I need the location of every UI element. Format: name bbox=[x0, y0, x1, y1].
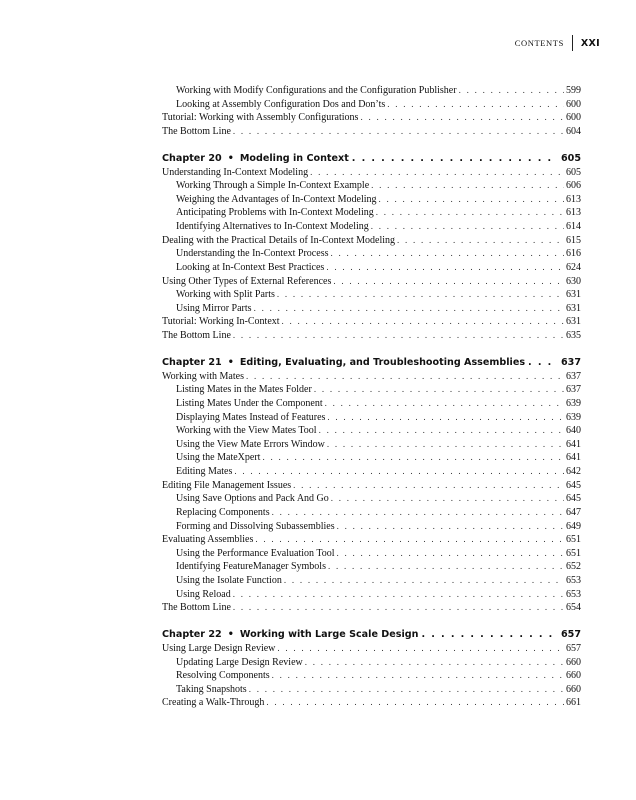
entry-page-number: 641 bbox=[566, 452, 581, 464]
dot-leader bbox=[379, 193, 564, 206]
toc-section-entry[interactable] bbox=[162, 234, 581, 248]
chapter-label: Chapter 20 bbox=[162, 153, 222, 165]
chapter-title: Editing, Evaluating, and Troubleshooting Assemblies bbox=[239, 357, 526, 369]
toc-subsection-entry[interactable] bbox=[162, 411, 581, 425]
toc-subsection-entry[interactable] bbox=[162, 465, 581, 479]
entry-title: Displaying Mates Instead of Features bbox=[176, 411, 326, 423]
toc-subsection-entry[interactable] bbox=[162, 179, 581, 193]
entry-title: Identifying Alternatives to In-Context Modeling bbox=[176, 221, 369, 233]
toc-section-entry[interactable] bbox=[162, 275, 581, 289]
entry-title: Editing File Management Issues bbox=[162, 479, 292, 491]
entry-page-number: 647 bbox=[566, 506, 581, 518]
entry-title: Editing Mates bbox=[176, 466, 233, 478]
toc-subsection-entry[interactable] bbox=[162, 288, 581, 302]
entry-page-number: 639 bbox=[566, 411, 581, 423]
toc-subsection-entry[interactable] bbox=[162, 383, 581, 397]
entry-title: Using the View Mate Errors Window bbox=[176, 438, 325, 450]
entry-title: Anticipating Problems with In-Context Modeling bbox=[176, 207, 374, 219]
entry-page-number: 605 bbox=[566, 166, 581, 178]
running-head-divider bbox=[572, 35, 573, 51]
dot-leader bbox=[421, 628, 558, 641]
entry-page-number: 614 bbox=[566, 221, 581, 233]
entry-page-number: 613 bbox=[566, 207, 581, 219]
toc-subsection-entry[interactable] bbox=[162, 506, 581, 520]
entry-title: Creating a Walk-Through bbox=[162, 697, 265, 709]
entry-page-number: 654 bbox=[566, 602, 581, 614]
dot-leader bbox=[325, 397, 564, 410]
toc-chapter-heading[interactable] bbox=[162, 628, 581, 642]
dot-leader bbox=[314, 383, 564, 396]
entry-page-number: 660 bbox=[566, 670, 581, 682]
toc-chapter-heading[interactable] bbox=[162, 152, 581, 166]
dot-leader bbox=[272, 506, 564, 519]
entry-title: Listing Mates in the Mates Folder bbox=[176, 384, 312, 396]
toc-subsection-entry[interactable] bbox=[162, 438, 581, 452]
chapter-label: Chapter 21 bbox=[162, 357, 222, 369]
entry-title: Working with Modify Configurations and the Configuration Publisher bbox=[176, 85, 457, 96]
dot-leader bbox=[328, 560, 564, 573]
toc-subsection-entry[interactable] bbox=[162, 261, 581, 275]
entry-title: Tutorial: Working In-Context bbox=[162, 316, 280, 328]
dot-leader bbox=[319, 424, 564, 437]
entry-page-number: 630 bbox=[566, 275, 581, 287]
toc-section-entry[interactable] bbox=[162, 479, 581, 493]
entry-page-number: 600 bbox=[566, 112, 581, 124]
dot-leader bbox=[371, 220, 564, 233]
dot-leader bbox=[284, 574, 564, 587]
running-head bbox=[515, 36, 600, 50]
dot-leader bbox=[282, 315, 564, 328]
entry-page-number: 641 bbox=[566, 438, 581, 450]
dot-leader bbox=[376, 206, 564, 219]
entry-title: Working with Split Parts bbox=[176, 289, 275, 301]
chapter-page-number: 637 bbox=[560, 357, 581, 369]
dot-leader bbox=[262, 451, 564, 464]
entry-title: Using Mirror Parts bbox=[176, 302, 252, 314]
chapter-page-number: 657 bbox=[560, 629, 581, 641]
entry-page-number: 651 bbox=[566, 534, 581, 546]
toc-subsection-entry[interactable] bbox=[162, 193, 581, 207]
dot-leader bbox=[326, 261, 564, 274]
entry-title: Using Reload bbox=[176, 588, 231, 600]
toc-section-entry[interactable] bbox=[162, 533, 581, 547]
dot-leader bbox=[293, 479, 564, 492]
entry-page-number: 613 bbox=[566, 193, 581, 205]
toc-subsection-entry[interactable] bbox=[162, 397, 581, 411]
entry-title: Dealing with the Practical Details of In-Context Modeling bbox=[162, 234, 395, 246]
entry-page-number: 661 bbox=[566, 697, 581, 709]
entry-title: Using the Performance Evaluation Tool bbox=[176, 547, 335, 559]
entry-page-number: 631 bbox=[566, 302, 581, 314]
toc-subsection-entry[interactable] bbox=[162, 683, 581, 697]
entry-page-number: 635 bbox=[566, 329, 581, 341]
dot-leader bbox=[255, 533, 564, 546]
entry-title: Tutorial: Working with Assembly Configurations bbox=[162, 112, 359, 124]
dot-leader bbox=[272, 669, 564, 682]
entry-page-number: 637 bbox=[566, 370, 581, 382]
chapter-title: Working with Large Scale Design bbox=[239, 629, 419, 641]
toc-section-entry[interactable] bbox=[162, 315, 581, 329]
dot-leader bbox=[277, 642, 564, 655]
toc-section-entry[interactable] bbox=[162, 642, 581, 656]
chapter-title: Modeling in Context bbox=[239, 153, 349, 165]
entry-title: Resolving Components bbox=[176, 670, 270, 682]
entry-page-number: 649 bbox=[566, 520, 581, 532]
entry-page-number: 645 bbox=[566, 493, 581, 505]
bullet-separator: • bbox=[227, 153, 234, 165]
dot-leader bbox=[327, 438, 564, 451]
chapter-label: Chapter 22 bbox=[162, 629, 222, 641]
entry-page-number: 653 bbox=[566, 574, 581, 586]
entry-page-number: 660 bbox=[566, 656, 581, 668]
section-spacer bbox=[162, 615, 581, 629]
toc-subsection-entry[interactable] bbox=[162, 98, 581, 112]
page-number: XXI bbox=[580, 37, 600, 49]
dot-leader bbox=[387, 98, 564, 111]
entry-page-number: 652 bbox=[566, 561, 581, 573]
toc-subsection-entry[interactable] bbox=[162, 220, 581, 234]
entry-title: Looking at Assembly Configuration Dos and Don’ts bbox=[176, 98, 386, 110]
entry-title: Using Save Options and Pack And Go bbox=[176, 493, 329, 505]
dot-leader bbox=[310, 166, 564, 179]
entry-title: Updating Large Design Review bbox=[176, 656, 303, 668]
toc-section-entry[interactable] bbox=[162, 601, 581, 615]
entry-page-number: 631 bbox=[566, 289, 581, 301]
entry-page-number: 637 bbox=[566, 384, 581, 396]
dot-leader bbox=[337, 520, 564, 533]
entry-title: The Bottom Line bbox=[162, 125, 231, 137]
chapter-page-number: 605 bbox=[560, 153, 581, 165]
toc-subsection-entry[interactable] bbox=[162, 574, 581, 588]
dot-leader bbox=[254, 302, 564, 315]
entry-page-number: 642 bbox=[566, 466, 581, 478]
dot-leader bbox=[371, 179, 564, 192]
dot-leader bbox=[352, 152, 558, 165]
section-spacer bbox=[162, 138, 581, 152]
entry-page-number: 624 bbox=[566, 261, 581, 273]
entry-page-number: 639 bbox=[566, 398, 581, 410]
toc-section-entry[interactable] bbox=[162, 329, 581, 343]
dot-leader bbox=[233, 329, 564, 342]
dot-leader bbox=[333, 275, 564, 288]
entry-page-number: 651 bbox=[566, 547, 581, 559]
toc-subsection-entry[interactable] bbox=[162, 84, 581, 98]
entry-page-number: 615 bbox=[566, 234, 581, 246]
toc-subsection-entry[interactable] bbox=[162, 206, 581, 220]
toc-chapter-heading[interactable] bbox=[162, 356, 581, 370]
toc-subsection-entry[interactable] bbox=[162, 451, 581, 465]
entry-title: Using the MateXpert bbox=[176, 452, 261, 464]
section-spacer bbox=[162, 343, 581, 357]
entry-title: Weighing the Advantages of In-Context Modeling bbox=[176, 193, 377, 205]
entry-title: Working with Mates bbox=[162, 370, 244, 382]
toc-section-entry[interactable] bbox=[162, 370, 581, 384]
dot-leader bbox=[330, 247, 564, 260]
dot-leader bbox=[360, 111, 564, 124]
entry-title: Working with the View Mates Tool bbox=[176, 425, 317, 437]
entry-title: Understanding In-Context Modeling bbox=[162, 166, 309, 178]
running-head-title: CONTENTS bbox=[514, 38, 564, 48]
dot-leader bbox=[327, 411, 564, 424]
toc-section-entry[interactable] bbox=[162, 111, 581, 125]
dot-leader bbox=[234, 465, 564, 478]
entry-title: Listing Mates Under the Component bbox=[176, 398, 323, 410]
entry-page-number: 616 bbox=[566, 248, 581, 260]
toc-section-entry[interactable] bbox=[162, 696, 581, 710]
dot-leader bbox=[528, 356, 558, 369]
entry-title: Taking Snapshots bbox=[176, 683, 247, 695]
toc-subsection-entry[interactable] bbox=[162, 669, 581, 683]
dot-leader bbox=[337, 547, 564, 560]
entry-title: The Bottom Line bbox=[162, 329, 231, 341]
entry-page-number: 653 bbox=[566, 588, 581, 600]
dot-leader bbox=[459, 84, 564, 97]
dot-leader bbox=[246, 370, 564, 383]
dot-leader bbox=[233, 125, 564, 138]
toc-subsection-entry[interactable] bbox=[162, 247, 581, 261]
table-of-contents bbox=[162, 84, 581, 710]
entry-page-number: 645 bbox=[566, 479, 581, 491]
toc-subsection-entry[interactable] bbox=[162, 302, 581, 316]
bullet-separator: • bbox=[227, 629, 234, 641]
bullet-separator: • bbox=[227, 357, 234, 369]
toc-subsection-entry[interactable] bbox=[162, 424, 581, 438]
entry-title: Looking at In-Context Best Practices bbox=[176, 261, 325, 273]
dot-leader bbox=[397, 234, 564, 247]
entry-page-number: 631 bbox=[566, 316, 581, 328]
entry-page-number: 606 bbox=[566, 180, 581, 192]
dot-leader bbox=[249, 683, 564, 696]
entry-title: Identifying FeatureManager Symbols bbox=[176, 561, 326, 573]
dot-leader bbox=[266, 696, 564, 709]
toc-section-entry[interactable] bbox=[162, 166, 581, 180]
toc-subsection-entry[interactable] bbox=[162, 656, 581, 670]
toc-subsection-entry[interactable] bbox=[162, 560, 581, 574]
entry-page-number: 640 bbox=[566, 425, 581, 437]
entry-title: Understanding the In-Context Process bbox=[176, 248, 329, 260]
toc-subsection-entry[interactable] bbox=[162, 520, 581, 534]
entry-page-number: 600 bbox=[566, 98, 581, 110]
entry-title: Forming and Dissolving Subassemblies bbox=[176, 520, 335, 532]
toc-section-entry[interactable] bbox=[162, 125, 581, 139]
toc-subsection-entry[interactable] bbox=[162, 588, 581, 602]
entry-title: Evaluating Assemblies bbox=[162, 534, 254, 546]
entry-title: Using Other Types of External References bbox=[162, 275, 332, 287]
entry-page-number: 599 bbox=[566, 85, 581, 96]
entry-title: Replacing Components bbox=[176, 506, 270, 518]
entry-page-number: 657 bbox=[566, 642, 581, 654]
dot-leader bbox=[277, 288, 564, 301]
toc-subsection-entry[interactable] bbox=[162, 547, 581, 561]
dot-leader bbox=[233, 588, 564, 601]
toc-subsection-entry[interactable] bbox=[162, 492, 581, 506]
entry-title: Using the Isolate Function bbox=[176, 574, 282, 586]
entry-page-number: 604 bbox=[566, 125, 581, 137]
dot-leader bbox=[331, 492, 564, 505]
entry-title: The Bottom Line bbox=[162, 602, 231, 614]
dot-leader bbox=[233, 601, 564, 614]
dot-leader bbox=[305, 656, 564, 669]
entry-page-number: 660 bbox=[566, 683, 581, 695]
entry-title: Working Through a Simple In-Context Example bbox=[176, 180, 370, 192]
entry-title: Using Large Design Review bbox=[162, 642, 276, 654]
